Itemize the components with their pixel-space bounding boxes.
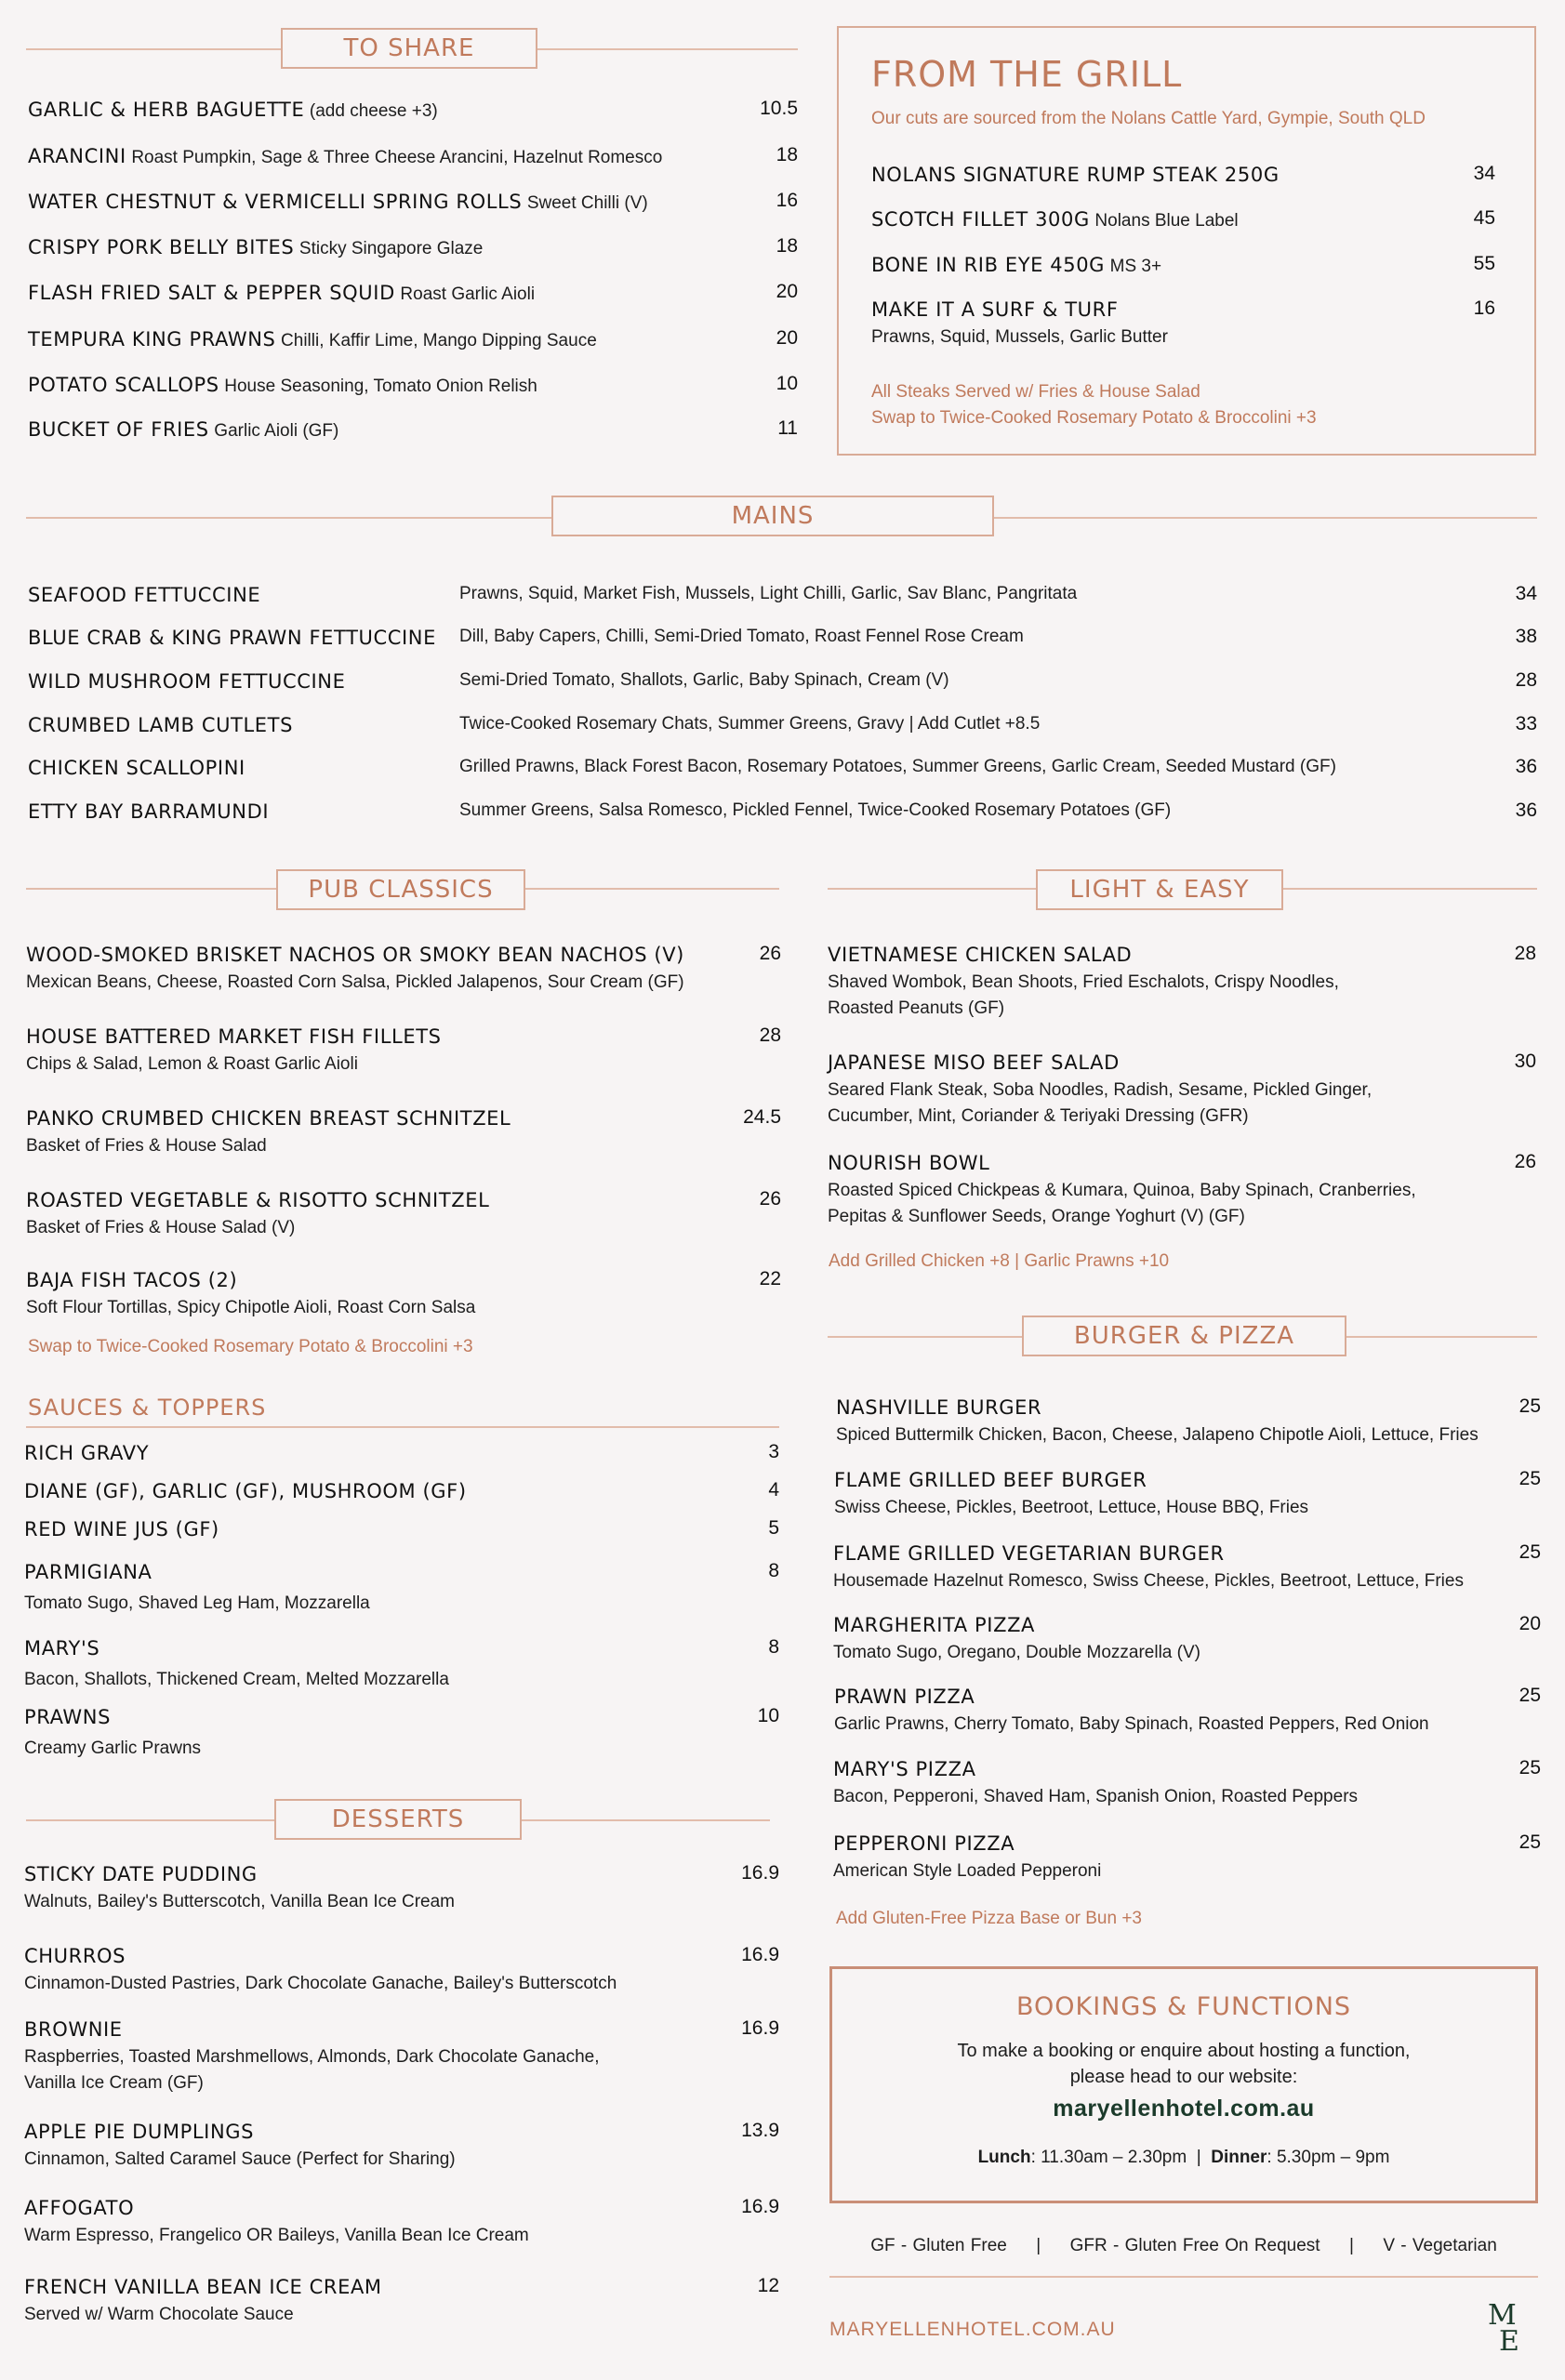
sauce-item [24, 1517, 219, 1542]
sauce-item-desc: Tomato Sugo, Shaved Leg Ham, Mozzarella [24, 1593, 370, 1613]
to-share-item [28, 281, 535, 307]
dessert-item-name: CHURROS [24, 1945, 126, 1967]
to-share-item-desc: (add cheese +3) [309, 101, 438, 121]
grill-item [871, 253, 1161, 279]
legend-v: V - Vegetarian [1383, 2236, 1497, 2255]
sauce-item [24, 1441, 149, 1466]
light-item-price: 26 [1514, 1151, 1536, 1172]
pub-note: Swap to Twice-Cooked Rosemary Potato & Broccolini +3 [28, 1337, 473, 1356]
burger-item [833, 1541, 1464, 1594]
pub-item-price: 22 [759, 1268, 781, 1289]
pub-item-price: 26 [759, 1188, 781, 1210]
sauces-title: SAUCES & TOPPERS [28, 1395, 267, 1421]
dessert-item-price: 16.9 [741, 2196, 779, 2217]
burger-item-price: 25 [1519, 1685, 1541, 1706]
mains-item-desc: Semi-Dried Tomato, Shallots, Garlic, Baby Spinach, Cream (V) [459, 670, 949, 690]
bookings-line1: To make a booking or enquire about hosting a function, [957, 2041, 1411, 2061]
to-share-item-desc: Sweet Chilli (V) [526, 193, 648, 213]
dessert-item-name: APPLE PIE DUMPLINGS [24, 2121, 255, 2143]
dessert-item-name: STICKY DATE PUDDING [24, 1863, 258, 1885]
light-easy-title: LIGHT & EASY [1036, 869, 1283, 910]
light-item-desc: Roasted Spiced Chickpeas & Kumara, Quinoa, Baby Spinach, Cranberries, [828, 1181, 1416, 1200]
mains-item-price: 28 [1515, 669, 1537, 691]
legend-sep-2: | [1349, 2236, 1354, 2255]
grill-item-name: MAKE IT A SURF & TURF [871, 298, 1119, 321]
light-item [828, 943, 1339, 1022]
burger-item-desc: Garlic Prawns, Cherry Tomato, Baby Spinach, Roasted Peppers, Red Onion [834, 1714, 1429, 1734]
to-share-item [28, 417, 338, 443]
light-item-desc-2: Roasted Peanuts (GF) [828, 998, 1005, 1018]
grill-item-price: 55 [1473, 253, 1495, 274]
burger-item-desc: Housemade Hazelnut Romesco, Swiss Cheese, Pickles, Beetroot, Lettuce, Fries [833, 1571, 1464, 1591]
me-logo-icon [1486, 2298, 1527, 2354]
burger-item [834, 1468, 1308, 1521]
light-item [828, 1151, 1416, 1230]
mains-item-desc: Summer Greens, Salsa Romesco, Pickled Fennel, Twice-Cooked Rosemary Potatoes (GF) [459, 800, 1172, 820]
to-share-item-name: POTATO SCALLOPS [28, 374, 219, 396]
to-share-item-desc: Chilli, Kaffir Lime, Mango Dipping Sauce [281, 331, 597, 350]
pub-item [26, 1188, 489, 1241]
svg-text:M: M [1488, 2299, 1517, 2332]
burger-item-desc: Bacon, Pepperoni, Shaved Ham, Spanish Onion, Roasted Peppers [833, 1787, 1359, 1806]
dietary-legend [829, 2236, 1538, 2256]
mains-item-name: CHICKEN SCALLOPINI [28, 757, 245, 779]
grill-item [871, 298, 1168, 350]
to-share-item-name: WATER CHESTNUT & VERMICELLI SPRING ROLLS [28, 191, 523, 213]
to-share-item-price: 20 [776, 281, 798, 302]
legend-gf: GF - Gluten Free [870, 2236, 1007, 2255]
light-item-desc: Shaved Wombok, Bean Shoots, Fried Eschalots, Crispy Noodles, [828, 972, 1339, 992]
mains-item-desc: Dill, Baby Capers, Chilli, Semi-Dried Tomato, Roast Fennel Rose Cream [459, 627, 1024, 646]
legend-sep-1: | [1036, 2236, 1041, 2255]
sauce-item-price: 8 [768, 1636, 779, 1658]
pub-item-name: BAJA FISH TACOS (2) [26, 1269, 238, 1291]
dessert-item-desc: Cinnamon-Dusted Pastries, Dark Chocolate Ganache, Bailey's Butterscotch [24, 1974, 617, 1993]
mains-item-name: CRUMBED LAMB CUTLETS [28, 714, 293, 736]
sauce-item-price: 10 [757, 1705, 779, 1726]
desserts-title: DESSERTS [274, 1799, 522, 1840]
burger-item-name: FLAME GRILLED BEEF BURGER [834, 1469, 1147, 1491]
light-item-name: NOURISH BOWL [828, 1152, 990, 1174]
dinner-time: : 5.30pm – 9pm [1267, 2148, 1390, 2167]
dessert-item [24, 2120, 456, 2173]
burger-item [833, 1831, 1101, 1884]
to-share-item [28, 373, 537, 399]
to-share-item-desc: Sticky Singapore Glaze [298, 239, 484, 258]
mains-item-price: 36 [1515, 800, 1537, 821]
light-item-desc-2: Pepitas & Sunflower Seeds, Orange Yoghurt (V) (GF) [828, 1207, 1245, 1226]
sauce-item-name: PRAWNS [24, 1706, 112, 1728]
pub-item-price: 24.5 [743, 1106, 781, 1128]
light-item-name: JAPANESE MISO BEEF SALAD [828, 1051, 1120, 1074]
mains-title: MAINS [551, 496, 994, 536]
lunch-time: : 11.30am – 2.30pm [1030, 2148, 1187, 2167]
grill-subtitle: Our cuts are sourced from the Nolans Cattle Yard, Gympie, South QLD [871, 109, 1426, 128]
sauce-item-price: 5 [768, 1517, 779, 1539]
mains-item-name: ETTY BAY BARRAMUNDI [28, 800, 270, 823]
burger-note: Add Gluten-Free Pizza Base or Bun +3 [836, 1909, 1142, 1928]
light-item-name: VIETNAMESE CHICKEN SALAD [828, 944, 1133, 966]
dessert-item [24, 2275, 382, 2328]
to-share-item [28, 98, 438, 124]
sauce-item-desc: Creamy Garlic Prawns [24, 1739, 202, 1758]
me-logo [1486, 2298, 1527, 2354]
burger-item-price: 25 [1519, 1541, 1541, 1563]
grill-item-name: NOLANS SIGNATURE RUMP STEAK 250G [871, 164, 1280, 186]
dessert-item [24, 1944, 617, 1997]
to-share-item-name: BUCKET OF FRIES [28, 418, 209, 441]
bookings-website[interactable]: maryellenhotel.com.au [1053, 2096, 1315, 2122]
pub-item-name: PANKO CRUMBED CHICKEN BREAST SCHNITZEL [26, 1107, 511, 1130]
dessert-item-price: 12 [757, 2275, 779, 2296]
light-item [828, 1051, 1372, 1130]
dinner-label: Dinner [1211, 2148, 1267, 2167]
dessert-item-price: 16.9 [741, 2017, 779, 2039]
dessert-item-price: 16.9 [741, 1944, 779, 1965]
to-share-item-price: 20 [776, 327, 798, 349]
to-share-item-name: CRISPY PORK BELLY BITES [28, 236, 295, 258]
burger-item [833, 1757, 1358, 1810]
grill-item [871, 163, 1280, 188]
burger-pizza-title: BURGER & PIZZA [1022, 1316, 1346, 1356]
footer-url[interactable]: MARYELLENHOTEL.COM.AU [829, 2319, 1116, 2340]
to-share-item [28, 190, 648, 216]
burger-item-price: 25 [1519, 1831, 1541, 1853]
pub-item-name: ROASTED VEGETABLE & RISOTTO SCHNITZEL [26, 1189, 490, 1211]
sauce-item-desc: Bacon, Shallots, Thickened Cream, Melted Mozzarella [24, 1670, 449, 1689]
light-item-price: 28 [1514, 943, 1536, 964]
pub-item-price: 26 [759, 943, 781, 964]
grill-note-2: Swap to Twice-Cooked Rosemary Potato & Broccolini +3 [871, 408, 1317, 428]
dessert-item-price: 16.9 [741, 1862, 779, 1884]
mains-item-price: 33 [1515, 713, 1537, 734]
mains-item-desc: Prawns, Squid, Market Fish, Mussels, Light Chilli, Garlic, Sav Blanc, Pangritata [459, 584, 1078, 603]
to-share-item-price: 11 [777, 417, 798, 439]
mains-item-price: 34 [1515, 583, 1537, 604]
sauce-item-name: RED WINE JUS (GF) [24, 1518, 219, 1540]
mains-item-desc: Twice-Cooked Rosemary Chats, Summer Greens, Gravy | Add Cutlet +8.5 [459, 714, 1041, 734]
burger-item-price: 25 [1519, 1757, 1541, 1778]
mains-item-desc: Grilled Prawns, Black Forest Bacon, Rosemary Potatoes, Summer Greens, Garlic Cream, Seeded Mustard (GF) [459, 757, 1336, 776]
to-share-item-price: 10 [776, 373, 798, 394]
burger-item-name: NASHVILLE BURGER [836, 1396, 1042, 1419]
pub-item-desc: Basket of Fries & House Salad (V) [26, 1218, 296, 1237]
sauce-item-name: RICH GRAVY [24, 1442, 150, 1464]
burger-item-desc: Swiss Cheese, Pickles, Beetroot, Lettuce, House BBQ, Fries [834, 1498, 1309, 1517]
lunch-label: Lunch [977, 2148, 1031, 2167]
burger-item-name: PRAWN PIZZA [834, 1686, 975, 1708]
mains-item-price: 38 [1515, 626, 1537, 647]
to-share-item-name: FLASH FRIED SALT & PEPPER SQUID [28, 282, 395, 304]
hours-separator: | [1196, 2148, 1201, 2167]
mains-item-name: WILD MUSHROOM FETTUCCINE [28, 670, 346, 693]
to-share-item-name: TEMPURA KING PRAWNS [28, 328, 276, 350]
dessert-item [24, 1862, 455, 1915]
to-share-item-name: ARANCINI [28, 145, 126, 167]
sauce-item-name: MARY'S [24, 1637, 100, 1659]
sauce-item-price: 4 [768, 1479, 779, 1501]
to-share-item-price: 18 [776, 144, 798, 165]
pub-classics-title: PUB CLASSICS [276, 869, 525, 910]
dessert-item-name: FRENCH VANILLA BEAN ICE CREAM [24, 2276, 382, 2298]
dessert-item [24, 2017, 600, 2096]
sauce-item [24, 1636, 449, 1693]
grill-item-desc: Prawns, Squid, Mussels, Garlic Butter [871, 327, 1168, 347]
bookings-title: BOOKINGS & FUNCTIONS [1015, 1992, 1352, 2021]
dessert-item-desc: Warm Espresso, Frangelico OR Baileys, Vanilla Bean Ice Cream [24, 2226, 529, 2245]
light-item-price: 30 [1514, 1051, 1536, 1072]
burger-item-desc: Tomato Sugo, Oregano, Double Mozzarella (V) [833, 1643, 1200, 1662]
grill-note-1: All Steaks Served w/ Fries & House Salad [871, 382, 1200, 402]
to-share-item-desc: Roast Garlic Aioli [400, 284, 536, 304]
pub-item [26, 1106, 511, 1159]
mains-item-name: BLUE CRAB & KING PRAWN FETTUCCINE [28, 627, 436, 649]
bookings-hours [829, 2148, 1538, 2168]
sauce-item [24, 1705, 201, 1762]
to-share-item [28, 235, 483, 261]
burger-item-name: MARY'S PIZZA [833, 1758, 976, 1780]
pub-item-desc: Basket of Fries & House Salad [26, 1136, 267, 1156]
to-share-item [28, 144, 662, 170]
to-share-item-desc: House Seasoning, Tomato Onion Relish [224, 377, 537, 396]
burger-item-price: 20 [1519, 1613, 1541, 1634]
burger-item-name: FLAME GRILLED VEGETARIAN BURGER [833, 1542, 1225, 1565]
pub-item [26, 1025, 442, 1078]
pub-item-name: WOOD-SMOKED BRISKET NACHOS OR SMOKY BEAN NACHOS (V) [26, 944, 684, 966]
burger-item-desc: American Style Loaded Pepperoni [833, 1861, 1102, 1881]
burger-item [833, 1613, 1200, 1666]
grill-item-price: 45 [1473, 207, 1495, 229]
light-note: Add Grilled Chicken +8 | Garlic Prawns +10 [829, 1251, 1170, 1271]
legend-gfr: GFR - Gluten Free On Request [1069, 2236, 1320, 2255]
dessert-item-desc: Cinnamon, Salted Caramel Sauce (Perfect for Sharing) [24, 2149, 456, 2169]
to-share-title: TO SHARE [281, 28, 537, 69]
sauce-item-price: 3 [768, 1441, 779, 1462]
to-share-item-price: 18 [776, 235, 798, 257]
grill-item-price: 34 [1473, 163, 1495, 184]
dessert-item-desc: Walnuts, Bailey's Butterscotch, Vanilla Bean Ice Cream [24, 1892, 455, 1911]
sauce-item-name: PARMIGIANA [24, 1561, 153, 1583]
light-item-desc: Seared Flank Steak, Soba Noodles, Radish, Sesame, Pickled Ginger, [828, 1080, 1373, 1100]
grill-item-name: BONE IN RIB EYE 450G [871, 254, 1106, 276]
burger-item-price: 25 [1519, 1468, 1541, 1489]
grill-item-name: SCOTCH FILLET 300G [871, 208, 1090, 231]
grill-item-price: 16 [1473, 298, 1495, 319]
dessert-item-name: AFFOGATO [24, 2197, 135, 2219]
burger-item-desc: Spiced Buttermilk Chicken, Bacon, Cheese, Jalapeno Chipotle Aioli, Lettuce, Fries [836, 1425, 1479, 1445]
to-share-item [28, 327, 597, 353]
bookings-line2: please head to our website: [1069, 2067, 1298, 2087]
sauce-item [24, 1479, 467, 1504]
pub-item-price: 28 [759, 1025, 781, 1046]
burger-item [836, 1395, 1479, 1448]
dessert-item-name: BROWNIE [24, 2018, 123, 2041]
grill-item [871, 207, 1239, 233]
mains-item-price: 36 [1515, 756, 1537, 777]
dessert-item-desc: Served w/ Warm Chocolate Sauce [24, 2305, 294, 2324]
to-share-item-desc: Roast Pumpkin, Sage & Three Cheese Arancini, Hazelnut Romesco [131, 148, 663, 167]
burger-item [834, 1685, 1429, 1738]
sauce-item-price: 8 [768, 1560, 779, 1581]
grill-item-desc: MS 3+ [1109, 257, 1162, 276]
burger-item-name: PEPPERONI PIZZA [833, 1832, 1015, 1855]
svg-text:E: E [1499, 2325, 1519, 2354]
dessert-item-desc-2: Vanilla Ice Cream (GF) [24, 2073, 204, 2093]
dessert-item [24, 2196, 529, 2249]
pub-item [26, 1268, 475, 1321]
sauce-item-name: DIANE (GF), GARLIC (GF), MUSHROOM (GF) [24, 1480, 467, 1502]
pub-item [26, 943, 684, 996]
sauce-item [24, 1560, 370, 1617]
dessert-item-desc: Raspberries, Toasted Marshmellows, Almonds, Dark Chocolate Ganache, [24, 2047, 600, 2067]
to-share-item-price: 16 [776, 190, 798, 211]
to-share-item-name: GARLIC & HERB BAGUETTE [28, 99, 305, 121]
to-share-item-desc: Garlic Aioli (GF) [214, 421, 339, 441]
light-item-desc-2: Cucumber, Mint, Coriander & Teriyaki Dressing (GFR) [828, 1106, 1249, 1126]
dessert-item-price: 13.9 [741, 2120, 779, 2141]
pub-item-desc: Soft Flour Tortillas, Spicy Chipotle Aioli, Roast Corn Salsa [26, 1298, 476, 1317]
pub-item-desc: Chips & Salad, Lemon & Roast Garlic Aioli [26, 1054, 358, 1074]
grill-item-desc: Nolans Blue Label [1094, 211, 1239, 231]
to-share-item-price: 10.5 [760, 98, 798, 119]
mains-item-name: SEAFOOD FETTUCCINE [28, 584, 261, 606]
burger-item-name: MARGHERITA PIZZA [833, 1614, 1036, 1636]
pub-item-desc: Mexican Beans, Cheese, Roasted Corn Salsa, Pickled Jalapenos, Sour Cream (GF) [26, 972, 684, 992]
burger-item-price: 25 [1519, 1395, 1541, 1417]
pub-item-name: HOUSE BATTERED MARKET FISH FILLETS [26, 1025, 442, 1048]
grill-title: FROM THE GRILL [871, 54, 1183, 95]
